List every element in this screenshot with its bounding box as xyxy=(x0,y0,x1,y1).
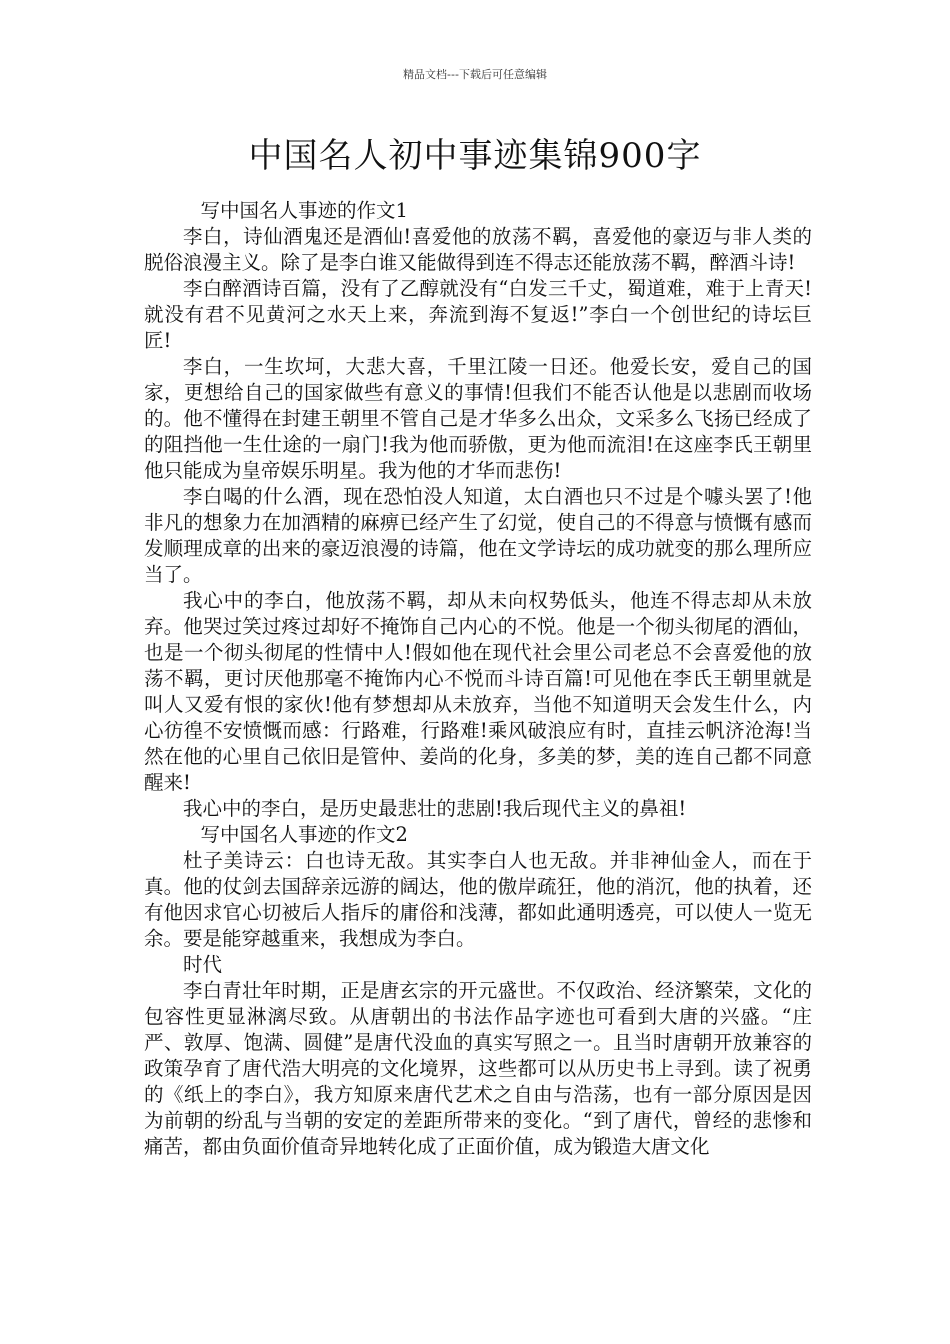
paragraph: 李白喝的什么酒，现在恐怕没人知道，太白酒也只不过是个噱头罢了!他非凡的想象力在加酒精的麻痹已经产生了幻觉，使自己的不得意与愤慨有感而发顺理成章的出来的豪迈浪漫的诗篇，他在文学诗坛的成功就变的那么理所应当了。 xyxy=(144,485,812,586)
header-note: 精品文档---下载后可任意编辑 xyxy=(403,68,547,81)
paragraph: 李白醉酒诗百篇，没有了乙醇就没有“白发三千丈，蜀道难，难于上青天!就没有君不见黄河之水天上来，奔流到海不复返!”李白一个创世纪的诗坛巨匠! xyxy=(144,277,812,352)
section-heading: 写中国名人事迹的作文2 xyxy=(200,823,408,846)
paragraph: 李白，诗仙酒鬼还是酒仙!喜爱他的放荡不羁，喜爱他的豪迈与非人类的脱俗浪漫主义。除了是李白谁又能做得到连不得志还能放荡不羁，醉酒斗诗! xyxy=(144,225,812,274)
section-heading: 写中国名人事迹的作文1 xyxy=(200,199,408,222)
document-body xyxy=(144,198,812,1160)
paragraph: 我心中的李白，他放荡不羁，却从未向权势低头，他连不得志却从未放弃。他哭过笑过疼过却好不掩饰自己内心的不悦。他是一个彻头彻尾的酒仙，也是一个彻头彻尾的性情中人!假如他在现代社会里公司老总不会喜爱他的放荡不羁，更讨厌他那毫不掩饰内心不悦而斗诗百篇!可见他在李氏王朝里就是叫人又爱有恨的家伙!他有梦想却从未放弃，当他不知道明天会发生什么，内心彷徨不安愤慨而感：行路难，行路难!乘风破浪应有时，直挂云帆济沧海!当然在他的心里自己依旧是管仲、姜尚的化身，多美的梦，美的连自己都不同意醒来! xyxy=(144,589,812,794)
paragraph: 杜子美诗云：白也诗无敌。其实李白人也无敌。并非神仙金人，而在于真。他的仗剑去国辞亲远游的阔达，他的傲岸疏狂，他的消沉，他的执着，还有他因求官心切被后人指斥的庸俗和浅薄，都如此通明透亮，可以使人一览无余。要是能穿越重来，我想成为李白。 xyxy=(144,849,812,950)
paragraph: 我心中的李白，是历史最悲壮的悲剧!我后现代主义的鼻祖! xyxy=(183,797,687,820)
paragraph: 李白青壮年时期，正是唐玄宗的开元盛世。不仅政治、经济繁荣，文化的包容性更显淋漓尽致。从唐朝出的书法作品字迹也可看到大唐的兴盛。“庄严、敦厚、饱满、圆健”是唐代没血的真实写照之一。且当时唐朝开放兼容的政策孕育了唐代浩大明亮的文化境界，这些都可以从历史书上寻到。读了祝勇的《纸上的李白》，我方知原来唐代艺术之自由与浩荡，也有一部分原因是因为前朝的纷乱与当朝的安定的差距所带来的变化。“到了唐代，曾经的悲惨和痛苦，都由负面价值奇异地转化成了正面价值，成为锻造大唐文化 xyxy=(144,979,812,1158)
paragraph: 时代 xyxy=(183,953,223,976)
document-title: 中国名人初中事迹集锦900字 xyxy=(248,136,702,176)
paragraph: 李白，一生坎坷，大悲大喜，千里江陵一日还。他爱长安，爱自己的国家，更想给自己的国家做些有意义的事情!但我们不能否认他是以悲剧而收场的。他不懂得在封建王朝里不管自己是才华多么出众，文采多么飞扬已经成了的阻挡他一生仕途的一扇门!我为他而骄傲，更为他而流泪!在这座李氏王朝里他只能成为皇帝娱乐明星。我为他的才华而悲伤! xyxy=(144,355,812,482)
